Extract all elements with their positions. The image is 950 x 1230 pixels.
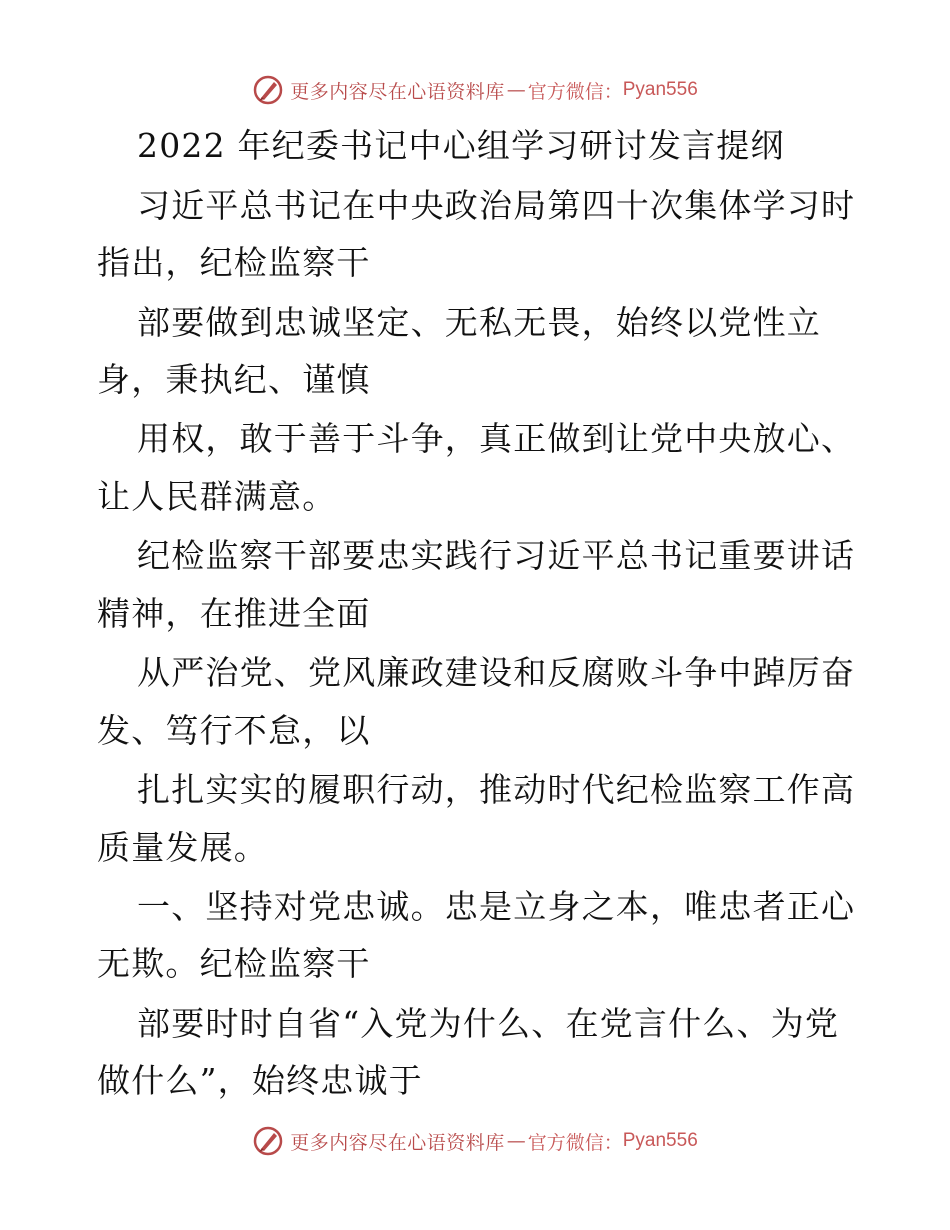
- text-line: 发、笃行不怠，以: [97, 711, 371, 750]
- text-line: 部要时时自省“入党为什么、在党言什么、为党: [137, 1004, 840, 1043]
- text-line: 扎扎实实的履职行动，推动时代纪检监察工作高: [137, 770, 856, 809]
- text-line: 从严治党、党风廉政建设和反腐败斗争中踔厉奋: [137, 653, 856, 692]
- banner-separator: —: [506, 1130, 526, 1152]
- text-line: 让人民群满意。: [97, 477, 337, 516]
- banner-wechat-id: Pyan556: [622, 1130, 698, 1151]
- text-line: 质量发展。: [97, 828, 268, 867]
- banner-wechat-id: Pyan556: [622, 79, 698, 100]
- text-line: 身，秉执纪、谨慎: [97, 360, 371, 399]
- text-line: 指出，纪检监察干: [97, 243, 371, 282]
- footer-banner: [0, 1121, 950, 1161]
- text-line: 部要做到忠诚坚定、无私无畏，始终以党性立: [137, 303, 821, 342]
- document-title: 2022 年纪委书记中心组学习研讨发言提纲: [137, 126, 785, 165]
- header-banner: [0, 70, 950, 110]
- quill-pen-logo-icon: [252, 74, 284, 106]
- banner-label: 官方微信：: [527, 80, 623, 103]
- quill-pen-logo-icon: [252, 1125, 284, 1157]
- banner-separator: —: [506, 79, 526, 101]
- text-line: 做什么”，始终忠诚于: [97, 1061, 423, 1100]
- text-line: 一、坚持对党忠诚。忠是立身之本，唯忠者正心: [137, 887, 856, 926]
- banner-text: 更多内容尽在心语资料库: [290, 1131, 505, 1154]
- text-line: 纪检监察干部要忠实践行习近平总书记重要讲话: [137, 536, 856, 575]
- text-line: 无欺。纪检监察干: [97, 944, 371, 983]
- banner-label: 官方微信：: [527, 1131, 623, 1154]
- text-line: 精神，在推进全面: [97, 594, 371, 633]
- text-line: 用权，敢于善于斗争，真正做到让党中央放心、: [137, 419, 856, 458]
- banner-text: 更多内容尽在心语资料库: [290, 80, 505, 103]
- text-line: 习近平总书记在中央政治局第四十次集体学习时: [137, 186, 856, 225]
